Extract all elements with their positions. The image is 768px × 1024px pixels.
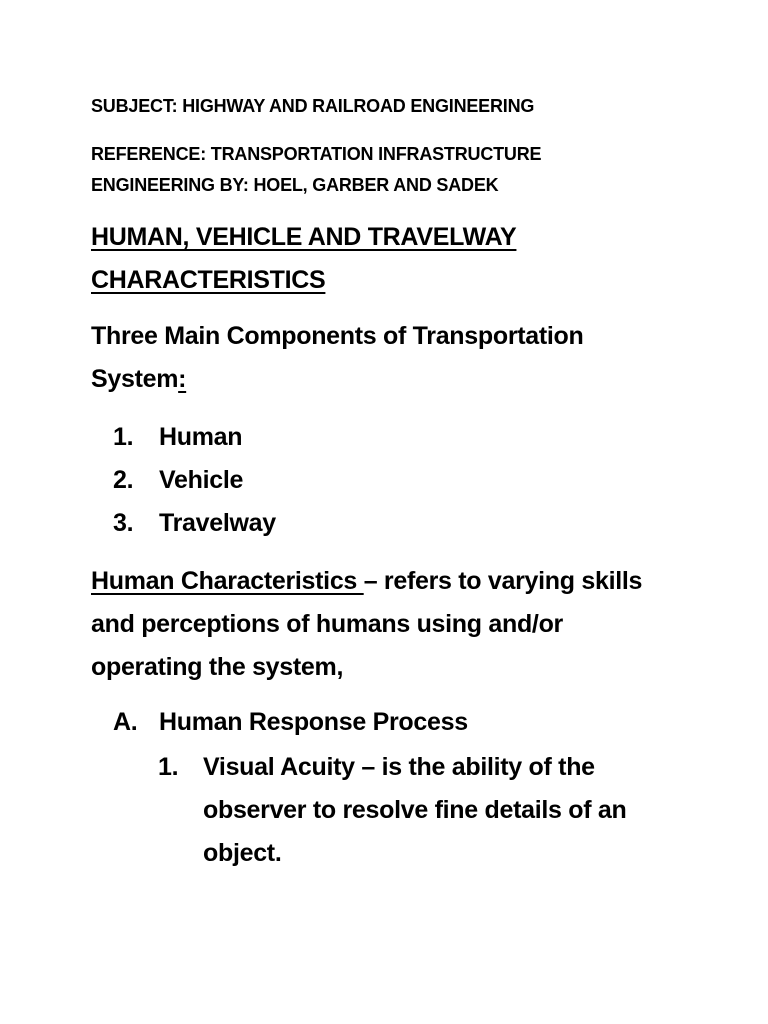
title-line-1: HUMAN, VEHICLE AND TRAVELWAY [91, 223, 517, 251]
list-item-marker: 1. [113, 423, 134, 451]
response-process-item [113, 708, 468, 737]
visual-acuity-line-1: Visual Acuity – is the ability of the [203, 753, 595, 781]
list-item-marker: 2. [113, 466, 134, 494]
human-characteristics-line-3: operating the system, [91, 653, 344, 681]
list-item [113, 509, 276, 538]
title-line-2: CHARACTERISTICS [91, 266, 326, 294]
response-process-marker: A. [113, 708, 138, 736]
components-heading-line-1: Three Main Components of Transportation [91, 322, 584, 350]
human-characteristics-line-2: and perceptions of humans using and/or [91, 610, 563, 638]
list-item [113, 466, 244, 495]
subject-line: SUBJECT: HIGHWAY AND RAILROAD ENGINEERING [91, 96, 535, 116]
list-item-text: Vehicle [159, 466, 244, 494]
components-heading-colon: : [178, 365, 187, 393]
reference-line-1: REFERENCE: TRANSPORTATION INFRASTRUCTURE [91, 144, 542, 164]
components-heading-system: System [91, 365, 179, 393]
human-characteristics-term: Human Characteristics [91, 567, 364, 595]
list-item-marker: 3. [113, 509, 134, 537]
human-characteristics-definition-1: – refers to varying skills [363, 567, 643, 595]
components-heading-line-2 [91, 365, 186, 394]
human-characteristics-line-1 [91, 567, 642, 596]
list-item [113, 423, 243, 452]
visual-acuity-line-2: observer to resolve fine details of an [203, 796, 627, 824]
visual-acuity-item [158, 753, 595, 782]
visual-acuity-marker: 1. [158, 753, 179, 781]
response-process-heading: Human Response Process [159, 708, 468, 736]
visual-acuity-line-3: object. [203, 839, 282, 867]
reference-line-2: ENGINEERING BY: HOEL, GARBER AND SADEK [91, 175, 499, 195]
list-item-text: Travelway [159, 509, 276, 537]
list-item-text: Human [159, 423, 243, 451]
